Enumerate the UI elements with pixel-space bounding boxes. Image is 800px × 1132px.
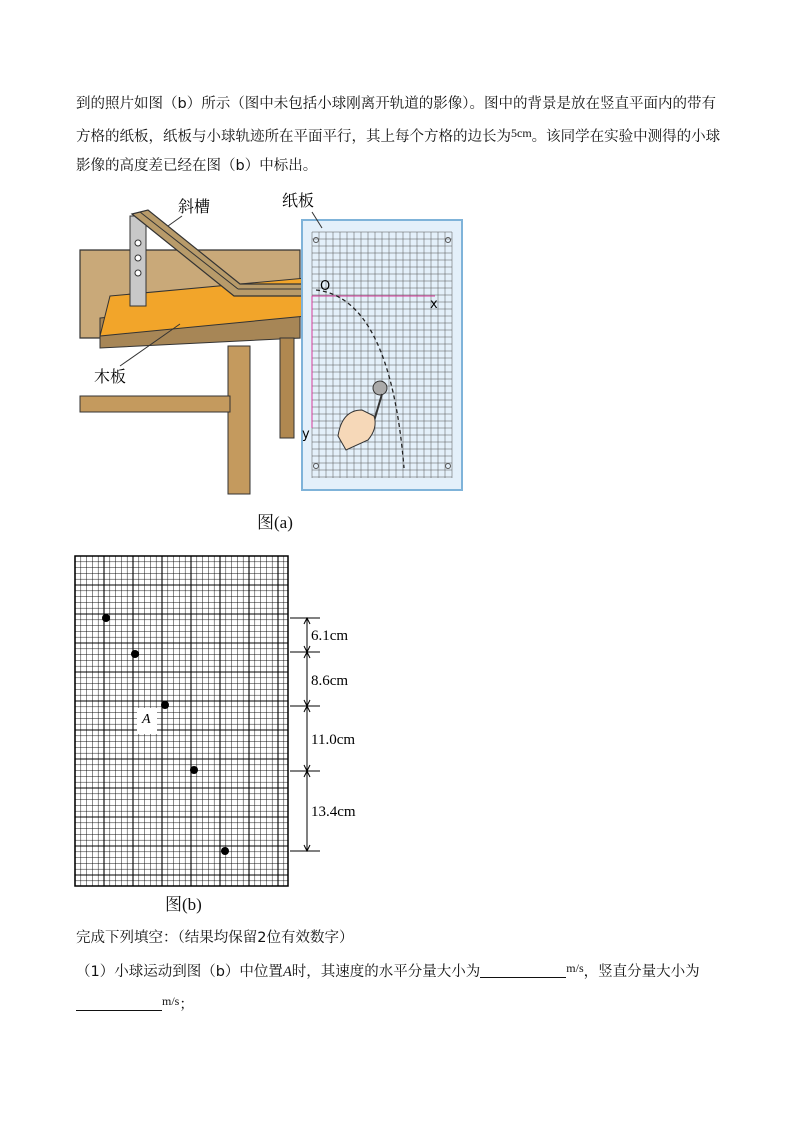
intro-paragraph xyxy=(76,90,726,181)
figure-b-caption: 图(b) xyxy=(165,895,202,914)
q1-unit-1: m/s xyxy=(566,961,584,975)
ball-position-2 xyxy=(131,650,139,658)
label-x: x xyxy=(430,297,438,312)
figure-a-apparatus xyxy=(70,188,470,498)
table-leg-front xyxy=(228,346,250,494)
interval-3: 11.0cm xyxy=(311,732,356,748)
q1-unit-2: m/s xyxy=(162,994,180,1008)
q1-variable-a: A xyxy=(282,964,292,980)
answer-blank-vertical[interactable] xyxy=(76,996,162,1011)
answer-blank-horizontal[interactable] xyxy=(480,963,566,978)
grid-frame xyxy=(75,556,288,886)
q1-text-2: 时，其速度的水平分量大小为 xyxy=(291,964,481,980)
table-leg-back xyxy=(280,338,294,438)
ball-position-4 xyxy=(190,766,198,774)
interval-4: 13.4cm xyxy=(311,804,356,820)
label-origin: O xyxy=(320,279,331,294)
q1-end: ； xyxy=(179,997,194,1013)
ball-position-a xyxy=(161,701,169,709)
table-rail xyxy=(80,396,230,412)
intro-end-text: 。该同学在实验中测得的小球影像的高度差已经在图（b）中标出。 xyxy=(76,129,721,174)
interval-2: 8.6cm xyxy=(311,673,349,689)
label-paper: 纸板 xyxy=(282,191,315,210)
q1-text-1: （1）小球运动到图（b）中位置 xyxy=(76,964,283,980)
figure-a-caption: 图(a) xyxy=(257,513,293,532)
label-board: 木板 xyxy=(94,367,127,386)
paper-grid xyxy=(312,232,452,478)
instructions-text: 完成下列填空：（结果均保留2位有效数字） xyxy=(76,930,354,946)
label-a: A xyxy=(142,712,151,727)
q1-text-3: ，竖直分量大小为 xyxy=(583,964,700,980)
label-chute: 斜槽 xyxy=(178,197,211,216)
question-1 xyxy=(76,954,726,1020)
grid-unit: 5cm xyxy=(511,126,532,140)
ball xyxy=(373,381,387,395)
interval-1: 6.1cm xyxy=(311,628,349,644)
ball-position-1 xyxy=(102,614,110,622)
label-y: y xyxy=(302,427,310,442)
figure-b-grid-photo xyxy=(70,548,370,893)
intro-text: 到的照片如图（b）所示（图中未包括小球刚离开轨道的影像）。图中的背景是放在竖直平面内的带有方格的纸板，纸板与小球轨迹所在平面平行，其上每个方格的边长为 xyxy=(76,96,716,145)
ball-position-5 xyxy=(221,847,229,855)
instructions xyxy=(76,924,726,953)
